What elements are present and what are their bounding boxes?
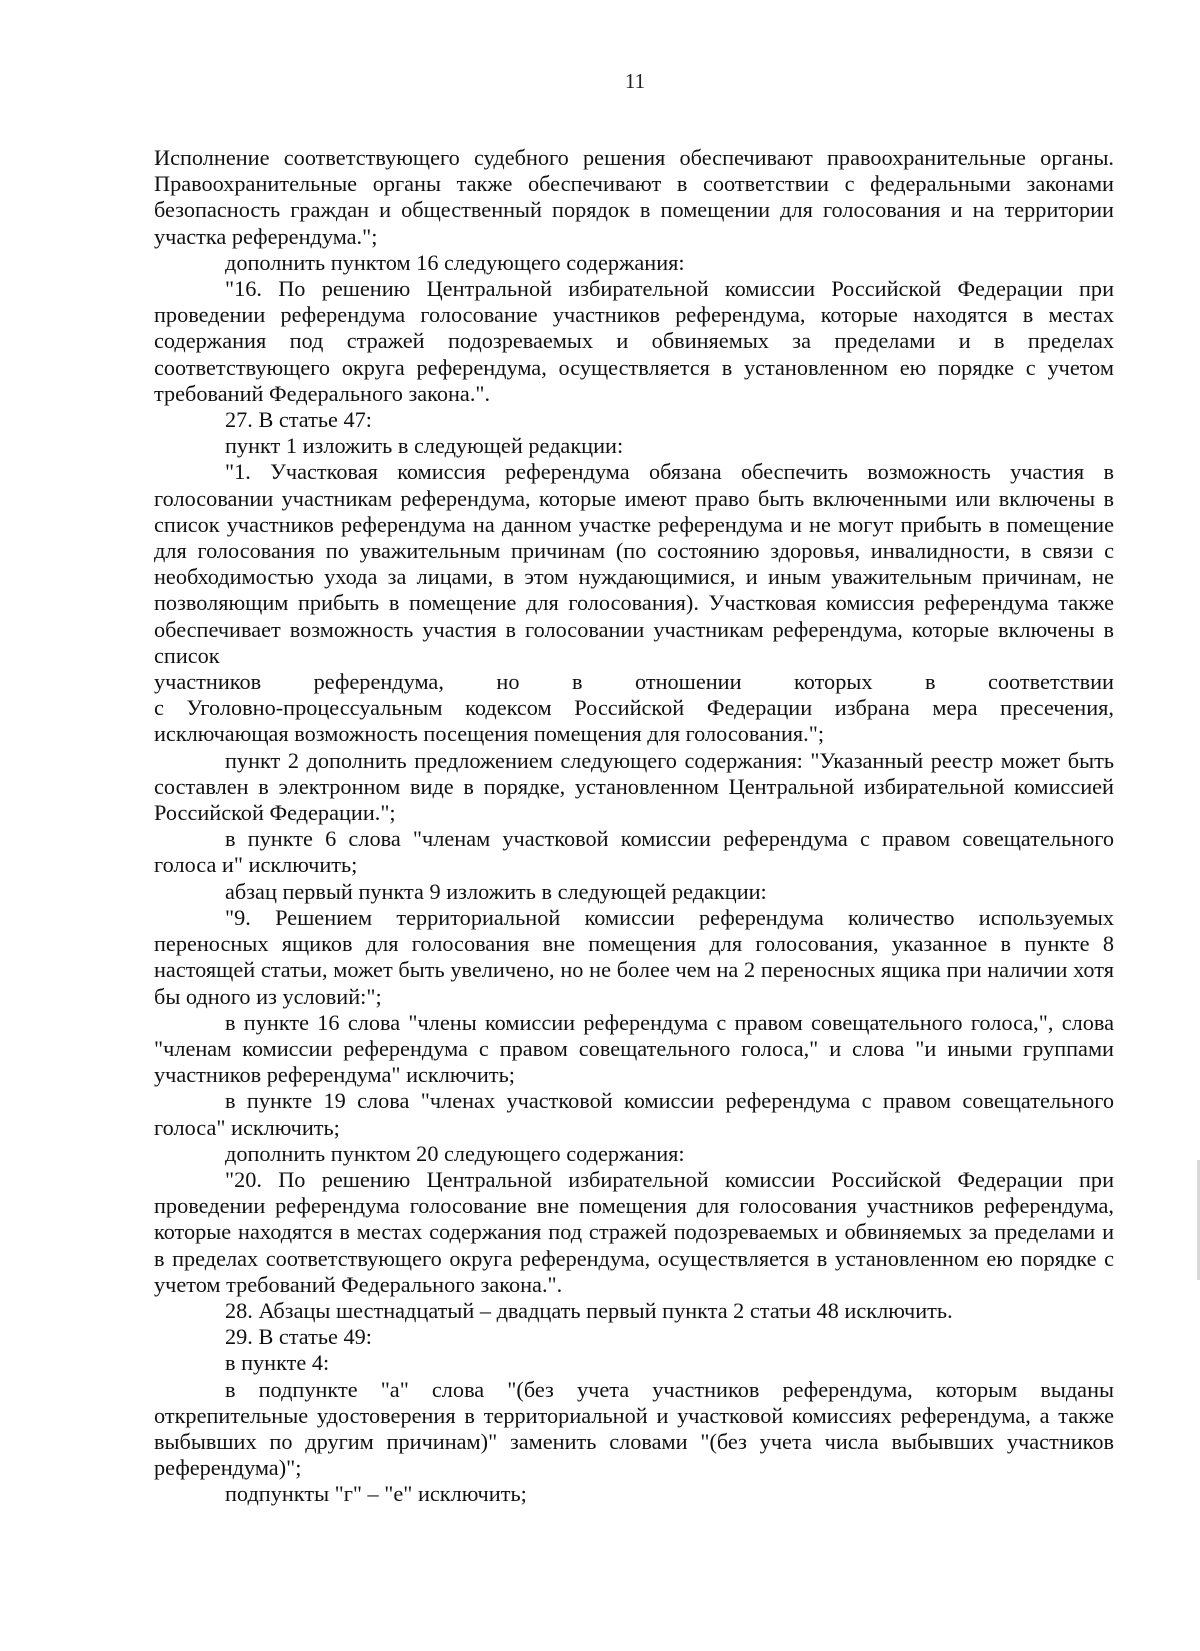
paragraph-add-point-20: дополнить пунктом 20 следующего содержания: <box>225 1140 685 1166</box>
page-number: 11 <box>624 69 646 93</box>
paragraph-add-point-16: дополнить пунктом 16 следующего содержания: <box>225 249 685 275</box>
paragraph-point-4-heading: в пункте 4: <box>225 1350 330 1376</box>
document-body <box>154 145 1114 1508</box>
paragraph-article-47-heading: 27. В статье 47: <box>225 407 372 433</box>
paragraph-article-48-change: 28. Абзацы шестнадцатый – двадцать первый пункта 2 статьи 48 исключить. <box>225 1297 953 1323</box>
paragraph-point-1-text: "1. Участковая комиссия референдума обязана обеспечить возможность участия в голосовании участникам референдума, которые имеют право быть включенными или включены в список участников референдума на данном участке референдума и не могут прибыть в помещение для голосования по уважительным причинам (по состоянию здоровья, инвалидности, в связи с необходимостью ухода за лицами, в этом нуждающимися, и иным уважительным причинам, не позволяющим прибыть в помещение для голосования). Участковая комиссия референдума также обеспечивает возможность участия в голосовании участникам референдума, которые включены в список <box>154 459 1114 668</box>
paragraph-point-2-addition: пункт 2 дополнить предложением следующего содержания: "Указанный реестр может быть составлен в электронном виде в порядке, установленном Центральной избирательной комиссией Российской Федерации."; <box>154 747 1114 826</box>
paragraph-point-16-text: "16. По решению Центральной избирательной комиссии Российской Федерации при проведении референдума голосование участников референдума, которые находятся в местах содержания под стражей подозреваемых и обвиняемых за пределами и в пределах соответствующего округа референдума, осуществляется в установленном ею порядке с учетом требований Федерального закона.". <box>154 276 1114 406</box>
paragraph-continuation: Исполнение соответствующего судебного решения обеспечивают правоохранительные органы. Правоохранительные органы также обеспечивают в соответствии с федеральными законами безопасность граждан и общественный порядок в помещении для голосования и на территории участка референдума."; <box>154 145 1114 249</box>
paragraph-point-19-change: в пункте 19 слова "членах участковой комиссии референдума с правом совещательного голоса" исключить; <box>154 1088 1114 1140</box>
paragraph-point-6-change: в пункте 6 слова "членам участковой комиссии референдума с правом совещательного голоса и" исключить; <box>154 826 1114 878</box>
paragraph-point-1-instruction: пункт 1 изложить в следующей редакции: <box>225 433 624 459</box>
paragraph-point-1-spread-line: участников референдума, но в отношении которых в соответствии <box>154 669 1114 695</box>
paragraph-subpoint-a-change: в подпункте "а" слова "(без учета участников референдума, которым выданы открепительные удостоверения в территориальной и участковой комиссиях референдума, а также выбывших по другим причинам)" заменить словами "(без учета числа выбывших участников референдума)"; <box>154 1376 1114 1481</box>
paragraph-point-16-change: в пункте 16 слова "члены комиссии референдума с правом совещательного голоса,", слова "членам комиссии референдума с правом совещательного голоса," и слова "и иными группами участников референдума" исключить; <box>154 1009 1114 1088</box>
paragraph-article-49-heading: 29. В статье 49: <box>225 1324 372 1350</box>
paragraph-point-20-text: "20. По решению Центральной избирательной комиссии Российской Федерации при проведении референдума голосование вне помещения для голосования участников референдума, которые находятся в местах содержания под стражей подозреваемых и обвиняемых за пределами и в пределах соответствующего округа референдума, осуществляется в установленном ею порядке с учетом требований Федерального закона.". <box>154 1166 1114 1297</box>
paragraph-subpoints-g-e-removal: подпункты "г" – "е" исключить; <box>225 1481 527 1507</box>
paragraph-point-9-instruction: абзац первый пункта 9 изложить в следующей редакции: <box>225 878 767 904</box>
paragraph-point-1-text-end: с Уголовно-процессуальным кодексом Российской Федерации избрана мера пресечения, исключающая возможность посещения помещения для голосования."; <box>154 695 1114 747</box>
paragraph-point-9-text: "9. Решением территориальной комиссии референдума количество используемых переносных ящиков для голосования вне помещения для голосования, указанное в пункте 8 настоящей статьи, может быть увеличено, но не более чем на 2 переносных ящика при наличии хотя бы одного из условий:"; <box>154 904 1114 1009</box>
